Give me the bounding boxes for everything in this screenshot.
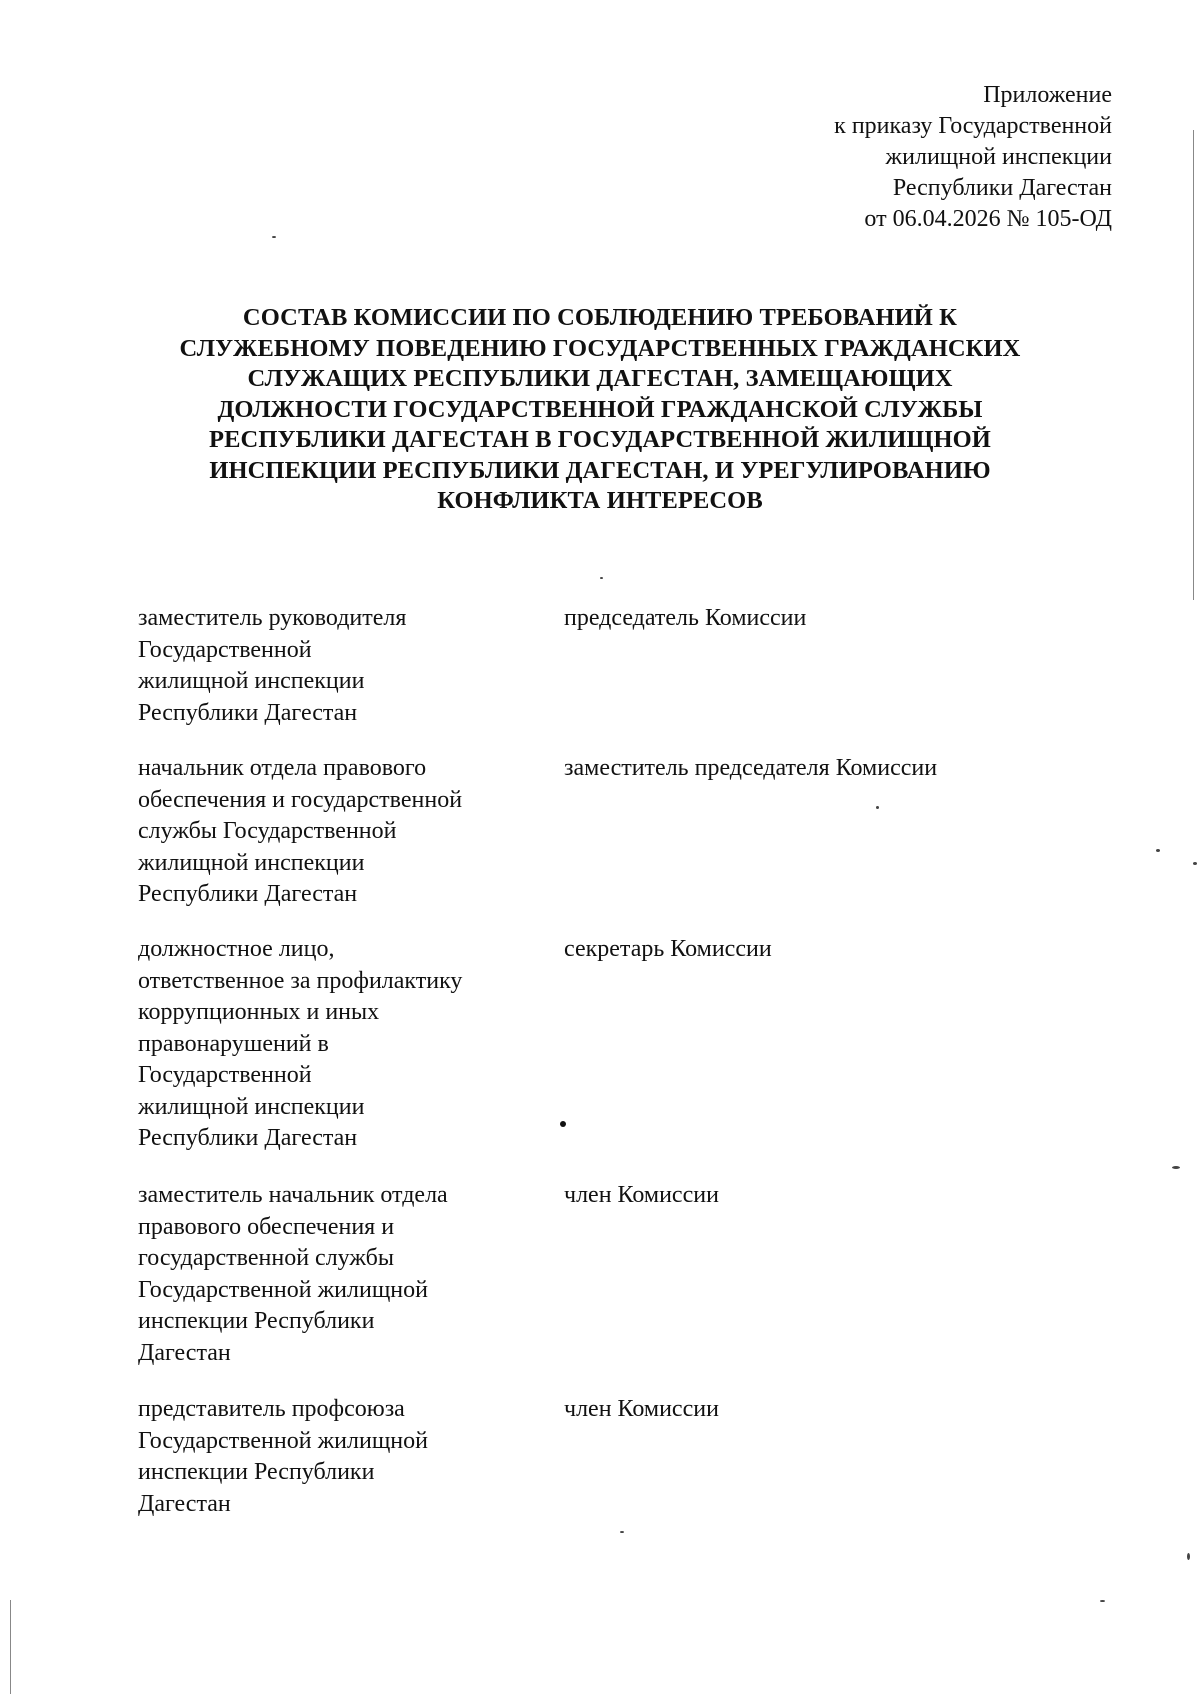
scan-speck bbox=[1193, 862, 1197, 865]
role-line: Государственной жилищной bbox=[138, 1427, 428, 1454]
role-line: Государственной bbox=[138, 1062, 312, 1088]
role-line: Республики Дагестан bbox=[138, 881, 358, 907]
role-line: Дагестан bbox=[138, 1339, 231, 1366]
scan-edge-line bbox=[1193, 130, 1194, 600]
role-line: жилищной инспекции bbox=[138, 1093, 365, 1120]
scan-speck bbox=[620, 1531, 624, 1533]
role-line: Дагестан bbox=[138, 1490, 231, 1517]
member-role bbox=[138, 603, 538, 729]
title-line: СЛУЖАЩИХ РЕСПУБЛИКИ ДАГЕСТАН, ЗАМЕЩАЮЩИХ bbox=[247, 365, 953, 392]
role-line: заместитель руководителя bbox=[138, 605, 407, 631]
role-line: правового обеспечения и bbox=[138, 1213, 395, 1240]
member-role bbox=[138, 753, 538, 911]
role-line: инспекции Республики bbox=[138, 1459, 375, 1485]
appendix-line: к приказу Государственной bbox=[834, 113, 1112, 139]
member-role bbox=[138, 1180, 538, 1369]
member-role bbox=[138, 934, 538, 1155]
title-line: СЛУЖЕБНОМУ ПОВЕДЕНИЮ ГОСУДАРСТВЕННЫХ ГРАЖДАНСКИХ bbox=[179, 334, 1021, 362]
title-line: ИНСПЕКЦИИ РЕСПУБЛИКИ ДАГЕСТАН, И УРЕГУЛИРОВАНИЮ bbox=[209, 456, 991, 484]
title-line: КОНФЛИКТА ИНТЕРЕСОВ bbox=[437, 487, 763, 514]
member-position: член Комиссии bbox=[564, 1182, 719, 1208]
role-line: службы Государственной bbox=[138, 818, 397, 844]
title-line: ДОЛЖНОСТИ ГОСУДАРСТВЕННОЙ ГРАЖДАНСКОЙ СЛУЖБЫ bbox=[217, 395, 983, 423]
role-line: жилищной инспекции bbox=[138, 668, 365, 694]
scan-speck bbox=[272, 236, 276, 238]
role-line: должностное лицо, bbox=[138, 936, 335, 962]
scan-speck bbox=[1187, 1553, 1190, 1560]
appendix-line: Приложение bbox=[983, 82, 1112, 108]
document-title bbox=[100, 303, 1100, 517]
role-line: ответственное за профилактику bbox=[138, 967, 463, 994]
role-line: начальник отдела правового bbox=[138, 755, 427, 781]
scan-speck bbox=[1100, 1600, 1105, 1602]
member-role bbox=[138, 1394, 538, 1520]
appendix-order-date-number: от 06.04.2026 № 105-ОД bbox=[864, 206, 1112, 232]
title-line: СОСТАВ КОМИССИИ ПО СОБЛЮДЕНИЮ ТРЕБОВАНИЙ К bbox=[242, 304, 958, 331]
role-line: Государственной жилищной bbox=[138, 1276, 428, 1303]
role-line: государственной службы bbox=[138, 1245, 394, 1271]
scan-speck bbox=[600, 577, 603, 579]
role-line: Республики Дагестан bbox=[138, 1125, 358, 1151]
scan-speck bbox=[560, 1121, 566, 1127]
appendix-line: жилищной инспекции bbox=[885, 144, 1112, 170]
role-line: жилищной инспекции bbox=[138, 849, 365, 876]
member-position: член Комиссии bbox=[564, 1396, 719, 1422]
member-position: председатель Комиссии bbox=[564, 605, 807, 631]
role-line: правонарушений в bbox=[138, 1030, 329, 1057]
role-line: коррупционных и иных bbox=[138, 999, 380, 1025]
role-line: обеспечения и государственной bbox=[138, 786, 463, 813]
title-line: РЕСПУБЛИКИ ДАГЕСТАН В ГОСУДАРСТВЕННОЙ ЖИЛИЩНОЙ bbox=[209, 426, 991, 453]
member-position: заместитель председателя Комиссии bbox=[564, 755, 938, 781]
role-line: представитель профсоюза bbox=[138, 1396, 405, 1422]
scan-speck bbox=[1156, 849, 1160, 852]
appendix-header bbox=[834, 80, 1112, 235]
scan-edge-line bbox=[10, 1600, 11, 1694]
role-line: инспекции Республики bbox=[138, 1308, 375, 1334]
scan-speck bbox=[1172, 1166, 1180, 1169]
appendix-line: Республики Дагестан bbox=[892, 175, 1112, 201]
role-line: Государственной bbox=[138, 636, 312, 663]
role-line: Республики Дагестан bbox=[138, 699, 358, 726]
role-line: заместитель начальник отдела bbox=[138, 1182, 448, 1208]
scan-speck bbox=[876, 806, 879, 809]
member-position: секретарь Комиссии bbox=[564, 936, 772, 962]
